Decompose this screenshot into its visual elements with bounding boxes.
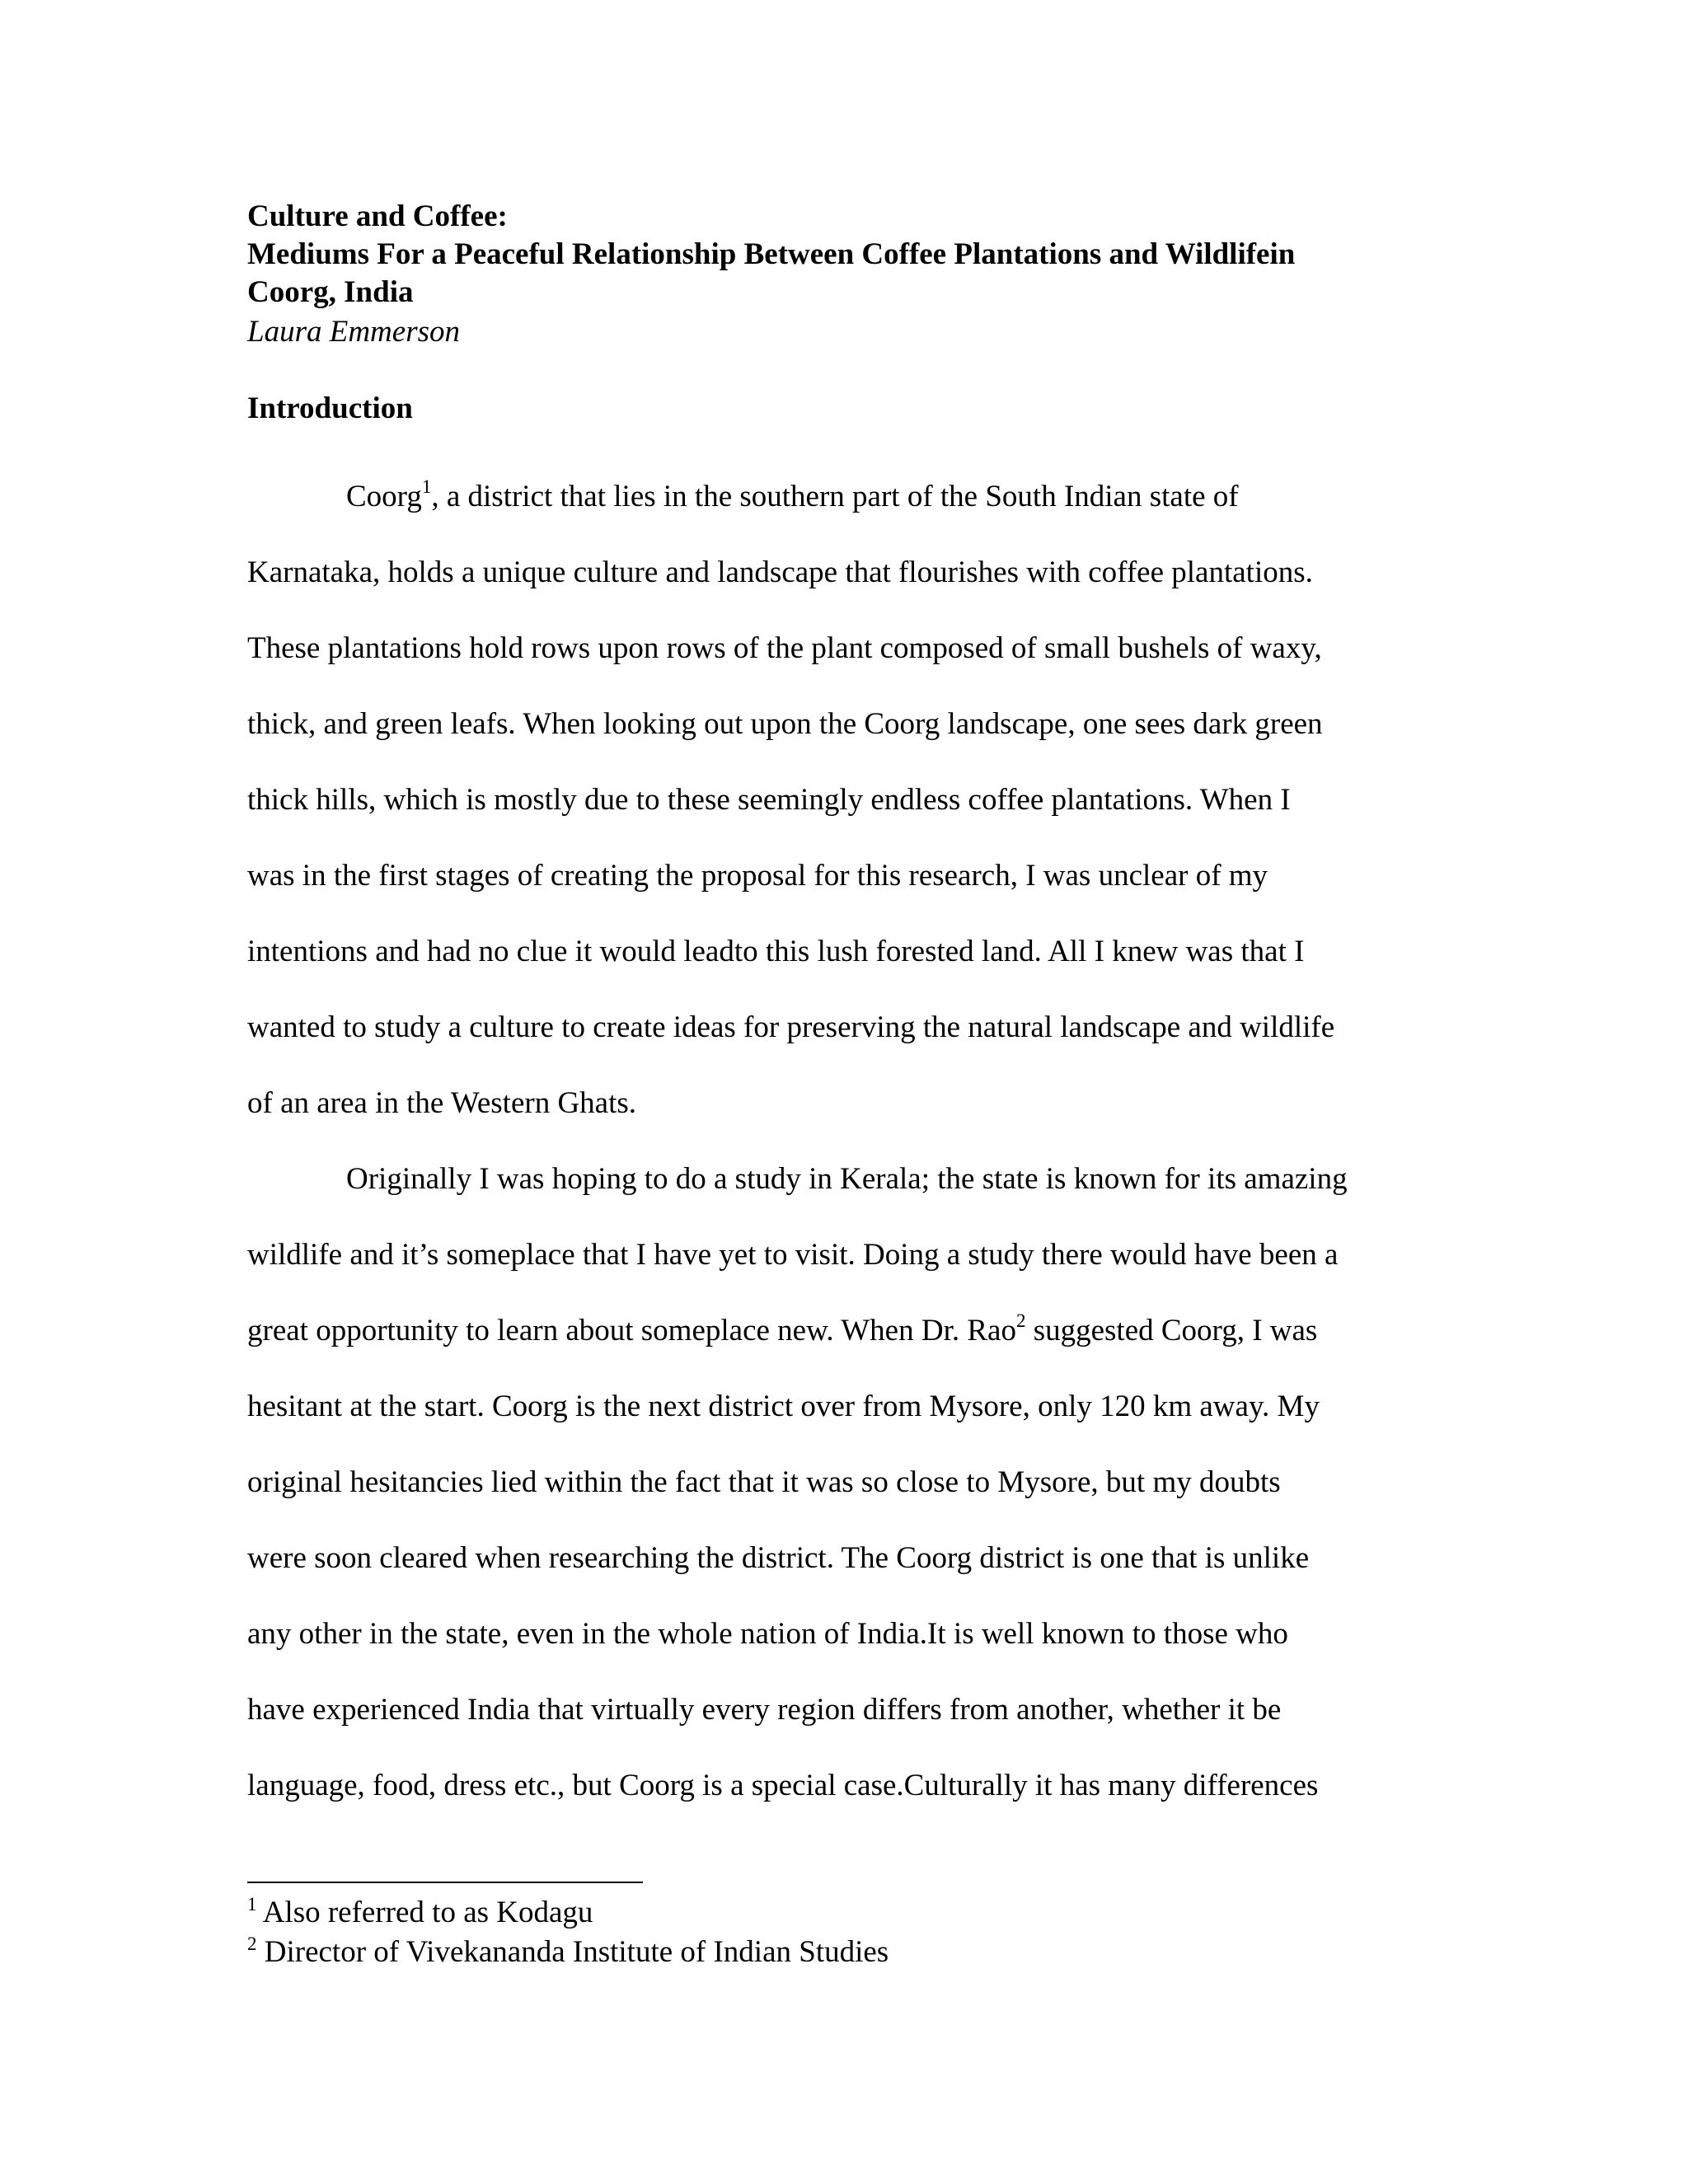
paragraph-1-line-8: wanted to study a culture to create ideas for preserving the natural landscape and wildlife: [247, 1010, 1335, 1044]
paragraph-1: [247, 459, 1434, 1141]
footnote-2: [247, 1933, 889, 1972]
document-title: [247, 198, 1451, 312]
footnote-text: Also referred to as Kodagu: [256, 1896, 593, 1929]
paragraph-2-line-1: Originally I was hoping to do a study in Kerala; the state is known for its amazing: [346, 1162, 1348, 1196]
title-line-3: Coorg, India: [247, 275, 414, 309]
title-line-1: Culture and Coffee:: [247, 199, 508, 233]
section-heading-introduction: Introduction: [247, 391, 413, 425]
paragraph-1-line-1: Coorg$^1$, a district that lies in the southern part of the South Indian state of: [346, 476, 1239, 513]
paragraph-1-line-7: intentions and had no clue it would leadto this lush forested land. All I knew was that I: [247, 935, 1305, 968]
author-name: Laura Emmerson: [247, 315, 460, 349]
paragraph-2-line-2: wildlife and it’s someplace that I have yet to visit. Doing a study there would have been a: [247, 1238, 1339, 1272]
paragraph-2-line-9: language, food, dress etc., but Coorg is a special case.Culturally it has many differences: [247, 1769, 1319, 1802]
paragraph-2-line-4: hesitant at the start. Coorg is the next district over from Mysore, only 120 km away. My: [247, 1390, 1320, 1423]
paragraph-2: [247, 1141, 1434, 1824]
footnotes: [247, 1893, 889, 1972]
title-line-2: Mediums For a Peaceful Relationship Between Coffee Plantations and Wildlifein: [247, 237, 1296, 271]
paragraph-2-line-3: great opportunity to learn about someplace new. When Dr. Rao$^2$ suggested Coorg, I was: [247, 1310, 1318, 1347]
body-text: [247, 459, 1434, 1824]
paragraph-2-line-6: were soon cleared when researching the district. The Coorg district is one that is unlike: [247, 1541, 1310, 1575]
footnote-divider: [247, 1882, 643, 1883]
paragraph-1-line-9: of an area in the Western Ghats.: [247, 1086, 637, 1120]
footnote-number: 2: [247, 1933, 257, 1954]
paragraph-1-line-3: These plantations hold rows upon rows of the plant composed of small bushels of waxy,: [247, 631, 1322, 665]
paragraph-1-line-6: was in the first stages of creating the proposal for this research, I was unclear of my: [247, 859, 1268, 893]
paragraph-2-line-8: have experienced India that virtually every region differs from another, whether it be: [247, 1693, 1282, 1727]
paragraph-1-line-4: thick, and green leafs. When looking out upon the Coorg landscape, one sees dark green: [247, 707, 1323, 741]
paragraph-1-line-5: thick hills, which is mostly due to these seemingly endless coffee plantations. When I: [247, 783, 1291, 817]
footnote-text: Director of Vivekananda Institute of Indian Studies: [256, 1935, 889, 1969]
footnote-ref-1: 1: [421, 476, 432, 497]
footnote-number: 1: [247, 1894, 257, 1915]
paragraph-2-line-5: original hesitancies lied within the fact that it was so close to Mysore, but my doubts: [247, 1465, 1281, 1499]
paragraph-1-line-2: Karnataka, holds a unique culture and landscape that flourishes with coffee plantations.: [247, 555, 1313, 589]
paragraph-2-line-7: any other in the state, even in the whole nation of India.It is well known to those who: [247, 1617, 1288, 1651]
footnote-ref-2: 2: [1015, 1310, 1026, 1331]
footnote-1: [247, 1893, 889, 1933]
